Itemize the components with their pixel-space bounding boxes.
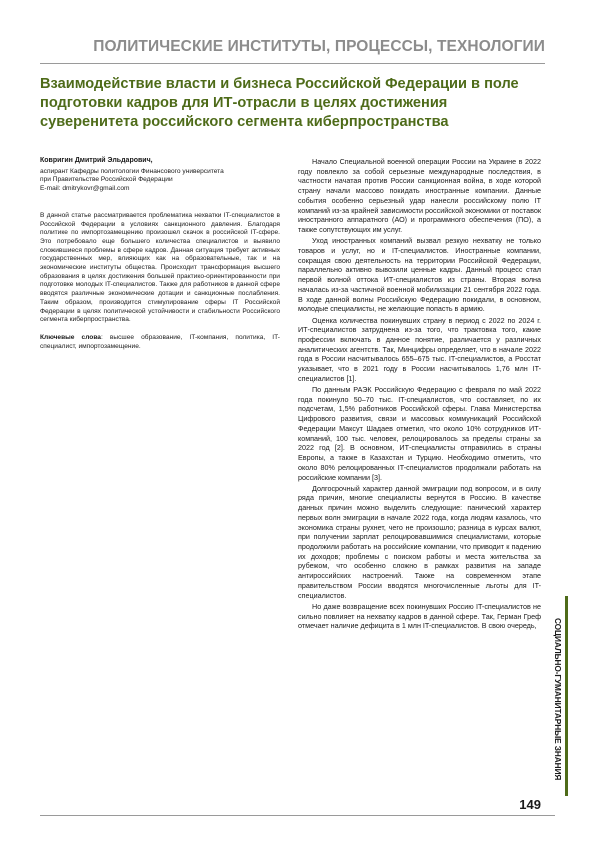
body-paragraph: Начало Специальной военной операции России на Украине в 2022 году повлекло за собой серьезные международные последствия, в частности начатая против России санкционная война, в ходе которой страну начали массово покидать иностранные компании. Данные события особенно серьезный удар нанесли российскому полю IT компаний из-за крайней зависимости российской экономики от поставок иностранного аппаратного (АО) и программного обеспечения (ПО), а также сопутствующих им услуг. bbox=[298, 157, 541, 235]
footer-divider bbox=[40, 815, 555, 816]
side-accent-bar bbox=[565, 596, 568, 796]
body-paragraph: Долгосрочный характер данной эмиграции под вопросом, и в силу ряда причин, многие специалисты вернутся в Россию. В качестве данных причин можно выделить следующие: панический характер первых волн эмиграции в начале 2022 года, когда людям казалось, что экономика страны рухнет, чего не произошло; разница в курсах валют, при получении зарплат релоцировавшимися специалистами, которые продолжили работать на российские компании, что приводит к падению их доходов; проблемы с поиском работы и места жительства за рубежом, что особенно сложно в рамках развития на западе антироссийских настроений. Также на современном этапе правительством России вводятся многочисленные льготы для IT-специалистов. bbox=[298, 483, 541, 600]
author-name: Ковригин Дмитрий Эльдарович, bbox=[40, 157, 153, 164]
body-column bbox=[298, 157, 541, 633]
section-header: ПОЛИТИЧЕСКИЕ ИНСТИТУТЫ, ПРОЦЕССЫ, ТЕХНОЛОГИИ bbox=[93, 38, 545, 55]
abstract: В данной статье рассматривается проблематика нехватки IT-специалистов в Российской Федерации в условиях санкционного давления. Благодаря политике по импортозамещению произошел скачок в российской IT-сфере. Это потребовало еще большего количества специалистов и выявило сложившиеся проблемы в сфере кадров. Данная ситуация требует активных государственных мер, влияющих как на образовательные, так и на экономические институты общества. Происходит трансформация высшего образования в целях достижения большей практико-ориентированности при подготовке молодых IT-специалистов. Также для работников в данной сфере вводятся различные экономические дотации и санкционные послабления. Таким образом, производится стимулирование сферы IT Российской Федерации в целях политической устойчивости и стабильности Российского сегмента киберпространства. bbox=[40, 211, 280, 324]
author-affiliation-2: при Правительстве Российской Федерации bbox=[40, 176, 173, 184]
body-paragraph: Но даже возвращение всех покинувших Россию IT-специалистов не сильно повлияет на нехватку кадров в данной сфере. Так, Герман Греф отмечает наличие дефицита в 1 млн IT-специалистов. В свою очередь, bbox=[298, 601, 541, 631]
article-title: Взаимодействие власти и бизнеса Российской Федерации в поле подготовки кадров для ИТ-отрасли в целях достижения суверенитета российского сегмента киберпространства bbox=[40, 76, 519, 130]
body-paragraph: Уход иностранных компаний вызвал резкую нехватку не только товаров и услуг, но и IT-специалистов. Иностранные компании, сокращая свою деятельность на территории Российской Федерации, параллельно активно вывозили ценные кадры. Данный процесс стал первой волной оттока ИТ-специалистов из страны. Вторая волна началась из-за частичной военной мобилизации 21 сентября 2022 года. В ходе данной волны Российскую Федерацию покидали, в основном, молодые специалисты, не желающие попасть в армию. bbox=[298, 236, 541, 314]
journal-section-label: СОЦИАЛЬНО-ГУМАНИТАРНЫЕ ЗНАНИЯ bbox=[553, 617, 563, 781]
author-email: E-mail: dmitrykovr@gmail.com bbox=[40, 185, 130, 193]
body-paragraph: Оценка количества покинувших страну в период с 2022 по 2024 г. ИТ-специалистов затруднена из-за того, что трактовка того, какие профессии включать в данное понятие, различается у различных аналитических агентств. Так, Минцифры определяет, что в начале 2022 года в России насчитывалось 655–675 тыс. IT-специалистов, а Росстат указывает, что в 2021 году в России насчитывалось 1,76 млн IT-специалистов [1]. bbox=[298, 315, 541, 383]
keywords bbox=[40, 334, 280, 351]
keywords-text: : высшее образование, IT-компания, политика, IT-специалист, импортозамещение. bbox=[40, 333, 281, 350]
body-paragraph: По данным РАЭК Российскую Федерацию с февраля по май 2022 года покинуло 50–70 тыс. IT-специалистов, что составляет, по их подсчетам, 1,5% работников Российской сферы. Глава Министерства Цифрового развития, связи и массовых коммуникаций Российской Федерации Максут Шадаев отметил, что около 10% сотрудников ИТ-компаний, 100 тыс. человек, релоцировалось за пределы страны за 2022 год [2]. В основном, ИТ-специалисты отправились в страны Европы, а также в Казахстан и Турцию. Необходимо отметить, что около 80% релоцированных IT-специалистов продолжали работать на российские компании [3]. bbox=[298, 385, 541, 482]
author-affiliation-1: аспирант Кафедры политологии Финансового университета bbox=[40, 167, 224, 175]
left-column bbox=[40, 157, 280, 351]
header-divider bbox=[40, 63, 545, 64]
page-number: 149 bbox=[519, 797, 541, 812]
keywords-label: Ключевые слова bbox=[40, 333, 101, 341]
